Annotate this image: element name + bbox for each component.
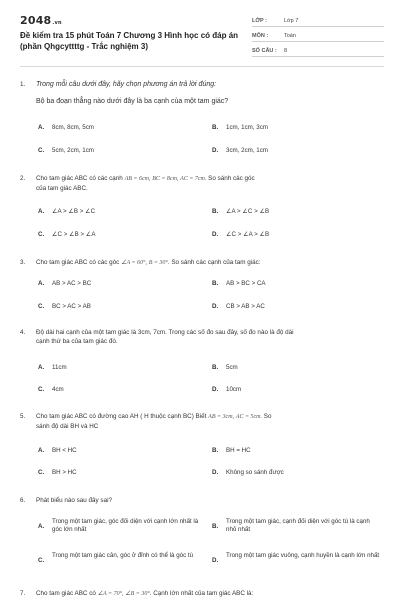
question-stem: Phát biểu nào sau đây sai?: [36, 497, 112, 504]
question-stem: Độ dài hai cạnh của một tam giác là 3cm, 7cm. Trong các số đo sau đây, số đo nào là độ dài cạnh thứ ba của tam giác đó.: [36, 329, 294, 345]
question-7: [20, 589, 380, 599]
question-4: [20, 328, 380, 348]
meta-value: Lớp 7: [284, 18, 299, 24]
question-stem: Cho tam giác ABC có ∠A = 70°, ∠B = 30°. Cạnh lớn nhất của tam giác ABC là:: [36, 590, 254, 597]
question-number: 4.: [20, 329, 26, 336]
option-b[interactable]: B. Trong một tam giác, cạnh đối diện với góc tù là cạnh nhỏ nhất: [212, 518, 370, 533]
question-stem: Cho tam giác ABC có đường cao AH ( H thuộc cạnh BC) Biết AB = 3cm, AC = 5cm. So sánh độ dài BH và HC: [36, 413, 272, 430]
meta-key: LỚP :: [252, 18, 267, 24]
question-6: [20, 496, 380, 506]
question-number: 3.: [20, 259, 26, 266]
question-instruction: Trong mỗi câu dưới đây, hãy chọn phương án trả lời đúng:: [36, 81, 217, 88]
question-stem: Cho tam giác ABC có các cạnh AB = 6cm, BC = 8cm, AC = 7cm. So sánh các góc của tam giác ABC.: [36, 175, 255, 192]
option-a[interactable]: A. Trong một tam giác, góc đối diện với cạnh lớn nhất là góc lớn nhất: [38, 518, 199, 533]
question-number: 1.: [20, 81, 26, 88]
page-title: Đề kiểm tra 15 phút Toán 7 Chương 3 Hình học có đáp án (phần Qhgcyttttg - Trắc nghiệm 3): [20, 31, 239, 51]
meta-value: 8: [284, 48, 288, 54]
question-5: [20, 412, 380, 432]
site-logo[interactable]: 2048.vn: [20, 14, 62, 27]
option-d[interactable]: D. Trong một tam giác vuông, cạnh huyền là cạnh lớn nhất: [212, 552, 380, 564]
question-3: [20, 258, 380, 268]
question-2: [20, 174, 380, 194]
meta-count-row: [252, 42, 384, 57]
meta-panel: [252, 12, 384, 57]
meta-key: MÔN :: [252, 33, 269, 39]
question-stem: Bộ ba đoạn thẳng nào dưới đây là ba cạnh của một tam giác?: [36, 98, 229, 105]
header-divider: [20, 66, 384, 67]
question-number: 6.: [20, 497, 26, 504]
meta-class-row: [252, 12, 384, 27]
meta-subject-row: [252, 27, 384, 42]
question-number: 2.: [20, 175, 26, 182]
option-c[interactable]: C. Trong một tam giác cân, góc ở đỉnh có thể là góc tù: [38, 552, 194, 564]
question-stem: Cho tam giác ABC có các góc ∠A = 60°, B = 30°. So sánh các cạnh của tam giác:: [36, 259, 261, 266]
question-number: 5.: [20, 413, 26, 420]
meta-key: SỐ CÂU :: [252, 48, 277, 54]
page: 2048.vn Đề kiểm tra 15 phút Toán 7 Chương 3 Hình học có đáp án (phần Qhgcyttttg - Trắc nghiệm 3) LỚP : Lớp 7 MÔN : Toán SỐ CÂU : 8 1. Trong mỗi câu dưới đây, hãy chọn phương án trả lời đúng: Bộ ba đoạn thẳng nào dưới đây là ba cạnh của một tam giác? A. 8cm, 8cm, 5cm B. 1cm, 1cm, 3cm C. 5cm, 2cm, 1cm D. 3cm, 2cm, 1cm 2. Cho tam giác ABC có các cạnh AB = 6cm, BC = 8cm, AC = 7cm. So sánh các góc của tam giác ABC. A. ∠A > ∠B > ∠C B. ∠A > ∠C > ∠B C. ∠C > ∠B > ∠A D. ∠C > ∠A > ∠B 3. Cho tam giác ABC có các góc ∠A = 60°, B = 30°. So sánh các cạnh của tam giác: A. AB > AC > BC B. AB > BC > CA C. BC > AC > AB D. CB > AB > AC 4. Độ dài hai cạnh của một tam giác là 3cm, 7cm. Trong các số đo sau đây, số đo nào là độ dài cạnh thứ ba của tam giác đó. A. 11cm B. 5cm C. 4cm D. 10cm 5. Cho tam giác ABC có đường cao AH ( H thuộc cạnh BC) Biết AB = 3cm, AC = 5cm. So sánh độ dài BH và HC A. BH < HC B. BH = HC C. BH > HC D. Không so sánh được 6. Phát biểu nào sau đây sai? A. Trong một tam giác, góc đối diện với cạnh lớn nhất là góc lớn nhất B. Trong một tam giác, cạnh đối diện với góc tù là cạnh nhỏ nhất C. Trong một tam giác cân, góc ở đỉnh có thể là góc tù D. Trong một tam giác vuông, cạnh huyền là cạnh lớn nhất 7. Cho tam giác ABC có ∠A = 70°, ∠B = 30°. Cạnh lớn nhất của tam giác ABC là:: [0, 0, 400, 600]
meta-value: Toán: [284, 33, 296, 39]
question-number: 7.: [20, 590, 26, 597]
